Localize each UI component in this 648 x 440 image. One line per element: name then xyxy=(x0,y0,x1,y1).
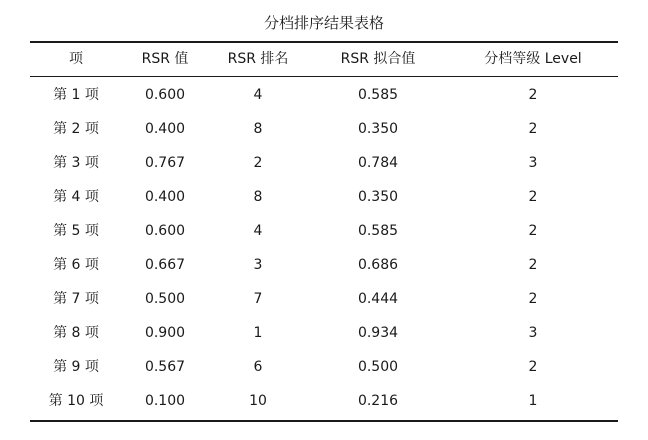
column-header-rsr-fitted: RSR 拟合值 xyxy=(340,51,416,67)
cell-rsr-rank: 8 xyxy=(253,121,263,137)
cell-level: 2 xyxy=(528,87,538,103)
cell-rsr-fitted: 0.500 xyxy=(357,359,399,375)
cell-rsr-fitted: 0.585 xyxy=(357,87,399,103)
cell-rsr-value: 0.767 xyxy=(144,155,186,171)
table-row xyxy=(30,316,618,350)
column-header-level: 分档等级 Level xyxy=(484,51,582,67)
table-row xyxy=(30,350,618,384)
table-caption: 分档排序结果表格 xyxy=(263,14,384,32)
cell-item: 第 3 项 xyxy=(53,155,99,171)
column-header-rsr-value: RSR 值 xyxy=(141,51,189,67)
cell-item: 第 6 项 xyxy=(53,257,99,273)
header-row xyxy=(30,43,618,76)
cell-item: 第 10 项 xyxy=(48,393,104,409)
cell-rsr-rank: 8 xyxy=(253,189,263,205)
cell-level: 2 xyxy=(528,223,538,239)
cell-item: 第 9 项 xyxy=(53,359,99,375)
cell-item: 第 4 项 xyxy=(53,189,99,205)
cell-rsr-rank: 4 xyxy=(253,223,263,239)
cell-rsr-value: 0.400 xyxy=(144,189,186,205)
table-row xyxy=(30,112,618,146)
cell-level: 3 xyxy=(528,325,538,341)
cell-item: 第 7 项 xyxy=(53,291,99,307)
cell-rsr-fitted: 0.585 xyxy=(357,223,399,239)
table-row xyxy=(30,248,618,282)
cell-level: 2 xyxy=(528,121,538,137)
ranking-table xyxy=(30,43,618,418)
cell-rsr-fitted: 0.784 xyxy=(357,155,399,171)
cell-rsr-value: 0.100 xyxy=(144,393,186,409)
cell-item: 第 5 项 xyxy=(53,223,99,239)
table-row xyxy=(30,146,618,180)
table-row xyxy=(30,282,618,316)
cell-level: 1 xyxy=(528,393,538,409)
cell-rsr-rank: 10 xyxy=(249,393,267,409)
cell-level: 3 xyxy=(528,155,538,171)
cell-rsr-fitted: 0.686 xyxy=(357,257,399,273)
cell-rsr-fitted: 0.444 xyxy=(357,291,399,307)
column-header-rsr-rank: RSR 排名 xyxy=(227,51,289,67)
cell-rsr-value: 0.900 xyxy=(144,325,186,341)
cell-item: 第 8 项 xyxy=(53,325,99,341)
cell-rsr-rank: 3 xyxy=(253,257,263,273)
cell-level: 2 xyxy=(528,291,538,307)
table-row xyxy=(30,180,618,214)
cell-rsr-value: 0.600 xyxy=(144,223,186,239)
cell-rsr-value: 0.667 xyxy=(144,257,186,273)
cell-level: 2 xyxy=(528,359,538,375)
cell-rsr-fitted: 0.934 xyxy=(357,325,399,341)
cell-rsr-value: 0.400 xyxy=(144,121,186,137)
table-row xyxy=(30,76,618,112)
cell-rsr-rank: 1 xyxy=(253,325,263,341)
cell-rsr-value: 0.567 xyxy=(144,359,186,375)
cell-rsr-fitted: 0.350 xyxy=(357,121,399,137)
cell-rsr-fitted: 0.350 xyxy=(357,189,399,205)
cell-rsr-fitted: 0.216 xyxy=(357,393,399,409)
cell-item: 第 2 项 xyxy=(53,121,99,137)
column-header-item: 项 xyxy=(69,51,83,67)
bottom-rule xyxy=(30,420,618,422)
table-row xyxy=(30,384,618,418)
cell-rsr-rank: 7 xyxy=(253,291,263,307)
cell-rsr-value: 0.600 xyxy=(144,87,186,103)
cell-rsr-rank: 2 xyxy=(253,155,263,171)
cell-level: 2 xyxy=(528,189,538,205)
cell-item: 第 1 项 xyxy=(53,87,99,103)
cell-rsr-rank: 4 xyxy=(253,87,263,103)
table-row xyxy=(30,214,618,248)
table-body xyxy=(30,76,618,418)
cell-rsr-rank: 6 xyxy=(253,359,263,375)
cell-level: 2 xyxy=(528,257,538,273)
cell-rsr-value: 0.500 xyxy=(144,291,186,307)
